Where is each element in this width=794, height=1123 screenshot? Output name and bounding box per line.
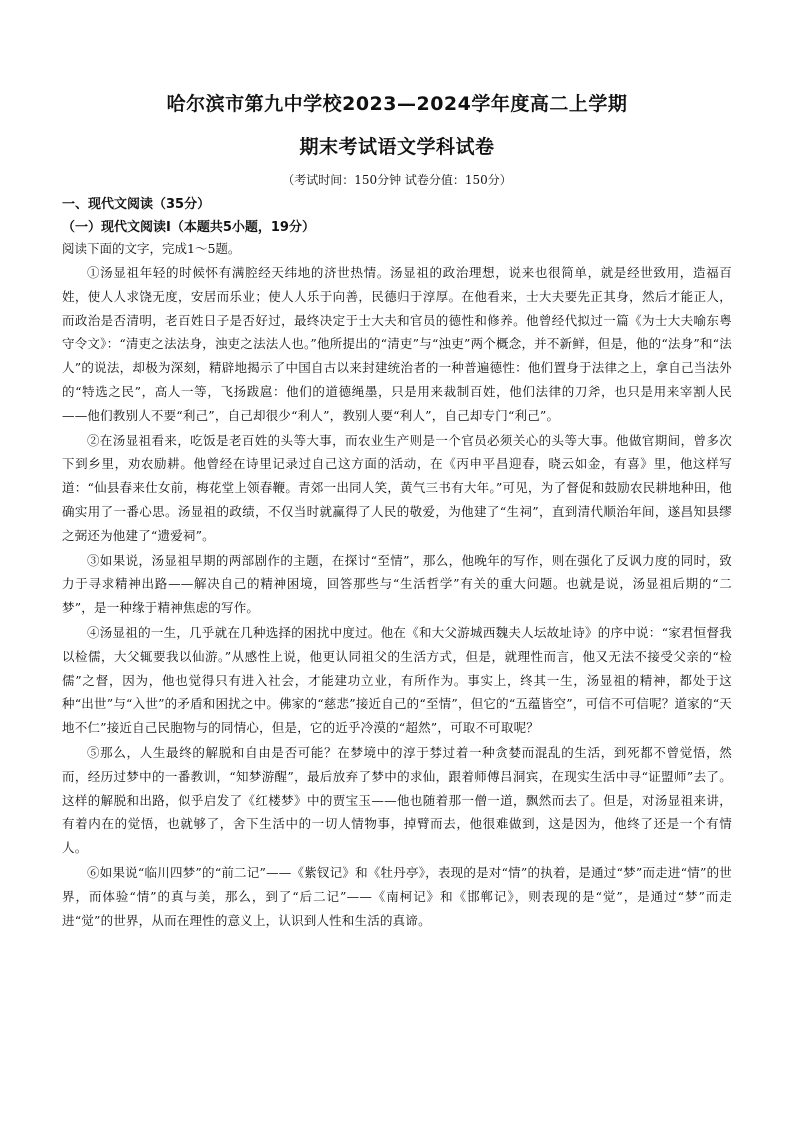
exam-title-line1: 哈尔滨市第九中学校2023—2024学年度高二上学期	[166, 93, 628, 115]
section-heading-part1: 一、现代文阅读（35分）	[62, 197, 211, 212]
passage-paragraph-6: ⑥如果说“临川四梦”的“前二记”——《紫钗记》和《牡丹亭》，表现的是对“情”的执着，是通过“梦”而走进“情”的世界，而体验“情”的真与美，那么，到了“后二记”——《南柯记》和《邯郸记》，则表现的是“觉”，是通过“梦”而走进“觉”的世界，从而在理性的意义上，认识到人性和生活的真谛。	[62, 864, 732, 928]
passage-paragraph-5: ⑤那么，人生最终的解脱和自由是否可能？在梦境中的淳于棼过着一种贪婪而混乱的生活，到死都不曾觉悟，然而，经历过梦中的一番教训，“知梦游醒”，最后放弃了梦中的求仙，跟着师傅吕洞宾，在现实生活中寻“证盟师”去了。这样的解脱和出路，似乎启发了《红楼梦》中的贾宝玉——他也随着那一僧一道，飘然而去了。但是，对汤显祖来讲，有着内在的觉悟，也就够了，舍下生活中的一切人情物事，掉臂而去，他很难做到，这是因为，他终了还是一个有情人。	[62, 744, 732, 856]
passage-paragraph-1: ①汤显祖年轻的时候怀有满腔经天纬地的济世热情。汤显祖的政治理想，说来也很简单，就是经世致用，造福百姓，使人人求饶无度，安居而乐业；使人人乐于向善，民德归于淳厚。在他看来，士大夫要先正其身，然后才能正人，而政治是否清明，老百姓日子是否好过，最终决定于士大夫和官员的德性和修养。他曾经代拟过一篇《为士大夫喻东粤守令文》：“清吏之法法身，浊吏之法法人也。”他所提出的“清吏”与“浊吏”两个概念，并不新鲜，但是，他的“法身”和“法人”的说法，却极为深刻，精辟地揭示了中国自古以来封建统治者的一种普遍德性：他们置身于法律之上，拿自己当法外的“特选之民”，高人一等，飞扬跋扈：他们的道德绳墨，只是用来裁制百姓，他们法律的刀斧，也只是用来宰割人民——他们教别人不要“利己”，自己却很少“利人”，教别人要“利人”，自己却专门“利己”。	[62, 265, 732, 423]
section-subheading: （一）现代文阅读Ⅰ（本题共5小题，19分）	[62, 220, 315, 235]
exam-page	[62, 92, 732, 932]
passage-paragraph-2: ②在汤显祖看来，吃饭是老百姓的头等大事，而农业生产则是一个官员必须关心的头等大事。他做官期间，曾多次下到乡里，劝农励耕。他曾经在诗里记录过自己这方面的活动，在《丙申平昌迎春，晓云如金，有喜》里，他这样写道：“仙县春来仕女前，梅花堂上领春鞭。青郊一出同人笑，黄气三书有大年。”可见，为了督促和鼓励农民耕地种田，他确实用了一番心思。汤显祖的政绩，不仅当时就赢得了人民的敬爱，为他建了“生祠”，直到清代顺治年间，遂昌知县缪之弼还为他建了“遗爱祠”。	[62, 432, 732, 543]
passage-paragraph-4: ④汤显祖的一生，几乎就在几种选择的困扰中度过。他在《和大父游城西魏夫人坛故址诗》的序中说：“家君恒督我以检儒，大父辄要我以仙游。”从感性上说，他更认同祖父的生活方式，但是，就理性而言，他又无法不接受父亲的“检儒”之督，因为，他也觉得只有进入社会，才能建功立业，有所作为。事实上，终其一生，汤显祖的精神，都处于这种“出世”与“入世”的矛盾和困扰之中。佛家的“慈悲”接近自己的“至情”，但它的“五蕴皆空”，可信不可信呢？道家的“天地不仁”接近自己民胞物与的同情心，但是，它的近乎冷漠的“超然”，可取不可取呢？	[62, 624, 732, 736]
exam-info: （考试时间：150分钟 试卷分值：150分）	[282, 173, 512, 187]
reading-instruction: 阅读下面的文字，完成1～5题。	[62, 241, 241, 256]
passage-paragraph-3: ③如果说，汤显祖早期的两部剧作的主题，在探讨“至情”，那么，他晚年的写作，则在强化了反讽力度的同时，致力于寻求精神出路——解决自己的精神困境，回答那些与“生活哲学”有关的重大问题。也就是说，汤显祖后期的“二梦”，是一种缘于精神焦虑的写作。	[62, 552, 732, 616]
exam-title-line2: 期末考试语文学科试卷	[299, 136, 495, 158]
